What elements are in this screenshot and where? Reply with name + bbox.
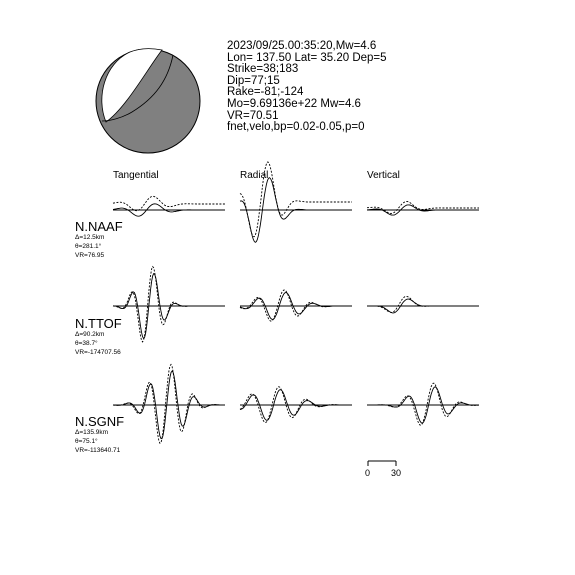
header-line-event: 2023/09/25.00:35:20,Mw=4.6 xyxy=(227,40,377,52)
station-azimuth: θ=281.1° xyxy=(75,243,102,250)
focal-mechanism-beachball xyxy=(96,49,200,153)
time-scale-bar xyxy=(368,461,396,466)
header-line-rake: Rake=-81;-124 xyxy=(227,86,304,99)
header-line-strike: Strike=38;183 xyxy=(227,63,299,76)
synthetic-waveform-vertical xyxy=(367,296,479,312)
station-azimuth: θ=75.1° xyxy=(75,438,98,445)
station-name: N.SGNF xyxy=(75,414,125,429)
station-name: N.NAAF xyxy=(75,219,123,234)
station-name: N.TTOF xyxy=(75,316,122,331)
synthetic-waveform-tangential xyxy=(113,365,225,444)
synthetic-waveform-radial xyxy=(240,290,352,321)
header-line-dip: Dip=77;15 xyxy=(227,74,280,87)
station-distance: Δ=90.2km xyxy=(75,331,105,338)
synthetic-waveform-vertical xyxy=(367,383,479,425)
column-label-radial: Radial xyxy=(240,170,269,181)
station-distance: Δ=12.5km xyxy=(75,234,105,241)
header-line-location: Lon= 137.50 Lat= 35.20 Dep=5 xyxy=(227,51,387,64)
scale-start-label: 0 xyxy=(365,468,371,478)
station-vr: VR=-174707.56 xyxy=(75,349,121,356)
station-meta xyxy=(75,233,104,260)
synthetic-waveform-vertical xyxy=(367,202,479,214)
event-info-header xyxy=(227,41,387,134)
header-line-vr: VR=70.51 xyxy=(227,109,279,122)
station-vr: VR=-113640.71 xyxy=(75,447,121,454)
header-line-moment: Mo=9.69136e+22 Mw=4.6 xyxy=(227,97,361,110)
column-label-tangential: Tangential xyxy=(113,170,159,181)
scale-end-label: 30 xyxy=(391,468,402,478)
header-line-filter: fnet,velo,bp=0.02-0.05,p=0 xyxy=(227,121,365,134)
synthetic-waveform-tangential xyxy=(113,196,225,210)
station-meta xyxy=(75,428,120,455)
station-meta xyxy=(75,330,121,357)
synthetic-waveform-tangential xyxy=(113,267,225,342)
station-azimuth: θ=38.7° xyxy=(75,340,98,347)
station-distance: Δ=135.9km xyxy=(75,429,109,436)
station-vr: VR=76.95 xyxy=(75,252,105,259)
column-label-vertical: Vertical xyxy=(367,170,400,181)
